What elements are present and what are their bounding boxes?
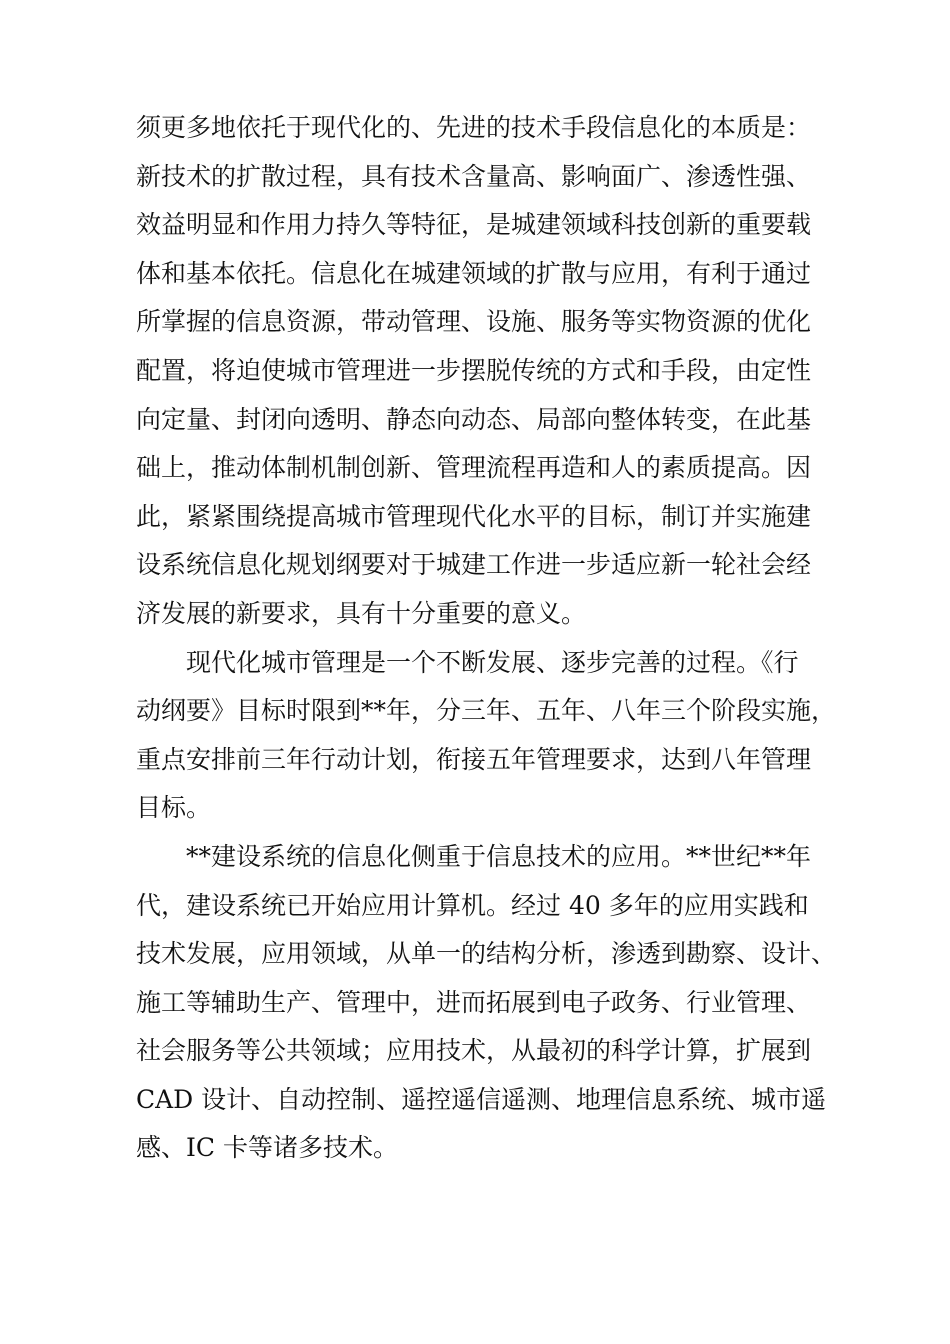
text-line: 向定量、封闭向透明、静态向动态、局部向整体转变，在此基 [136, 404, 812, 434]
text-line: 代，建设系统已开始应用计算机。经过 40 多年的应用实践和 [136, 890, 809, 920]
text-line: 体和基本依托。信息化在城建领域的扩散与应用，有利于通过 [136, 258, 812, 288]
paragraph-3 [136, 833, 836, 1173]
text-line: **建设系统的信息化侧重于信息技术的应用。**世纪**年 [186, 841, 812, 871]
text-line: 动纲要》目标时限到**年，分三年、五年、八年三个阶段实施， [136, 696, 837, 726]
paragraph-2 [136, 639, 836, 833]
text-line: 效益明显和作用力持久等特征，是城建领域科技创新的重要载 [136, 210, 812, 240]
document-body [136, 104, 836, 1173]
text-line: 感、IC 卡等诸多技术。 [136, 1133, 398, 1163]
text-line: CAD 设计、自动控制、遥控遥信遥测、地理信息系统、城市遥 [136, 1084, 827, 1114]
text-line: 现代化城市管理是一个不断发展、逐步完善的过程。《行 [186, 647, 799, 677]
text-line: 配置，将迫使城市管理进一步摆脱传统的方式和手段，由定性 [136, 355, 812, 385]
text-line: 设系统信息化规划纲要对于城建工作进一步适应新一轮社会经 [136, 550, 812, 580]
paragraph-1 [136, 104, 836, 639]
text-line: 此，紧紧围绕提高城市管理现代化水平的目标，制订并实施建 [136, 501, 812, 531]
text-line: 所掌握的信息资源，带动管理、设施、服务等实物资源的优化 [136, 307, 812, 337]
text-line: 新技术的扩散过程，具有技术含量高、影响面广、渗透性强、 [136, 161, 812, 191]
text-line: 须更多地依托于现代化的、先进的技术手段信息化的本质是： [136, 113, 812, 142]
text-line: 济发展的新要求，具有十分重要的意义。 [136, 598, 587, 628]
text-line: 重点安排前三年行动计划，衔接五年管理要求，达到八年管理 [136, 744, 812, 774]
text-line: 础上，推动体制机制创新、管理流程再造和人的素质提高。因 [136, 453, 812, 483]
text-line: 施工等辅助生产、管理中，进而拓展到电子政务、行业管理、 [136, 987, 812, 1017]
text-line: 技术发展，应用领域，从单一的结构分析，渗透到勘察、设计、 [136, 939, 837, 969]
text-line: 社会服务等公共领域；应用技术，从最初的科学计算，扩展到 [136, 1036, 812, 1066]
text-line: 目标。 [136, 793, 212, 823]
